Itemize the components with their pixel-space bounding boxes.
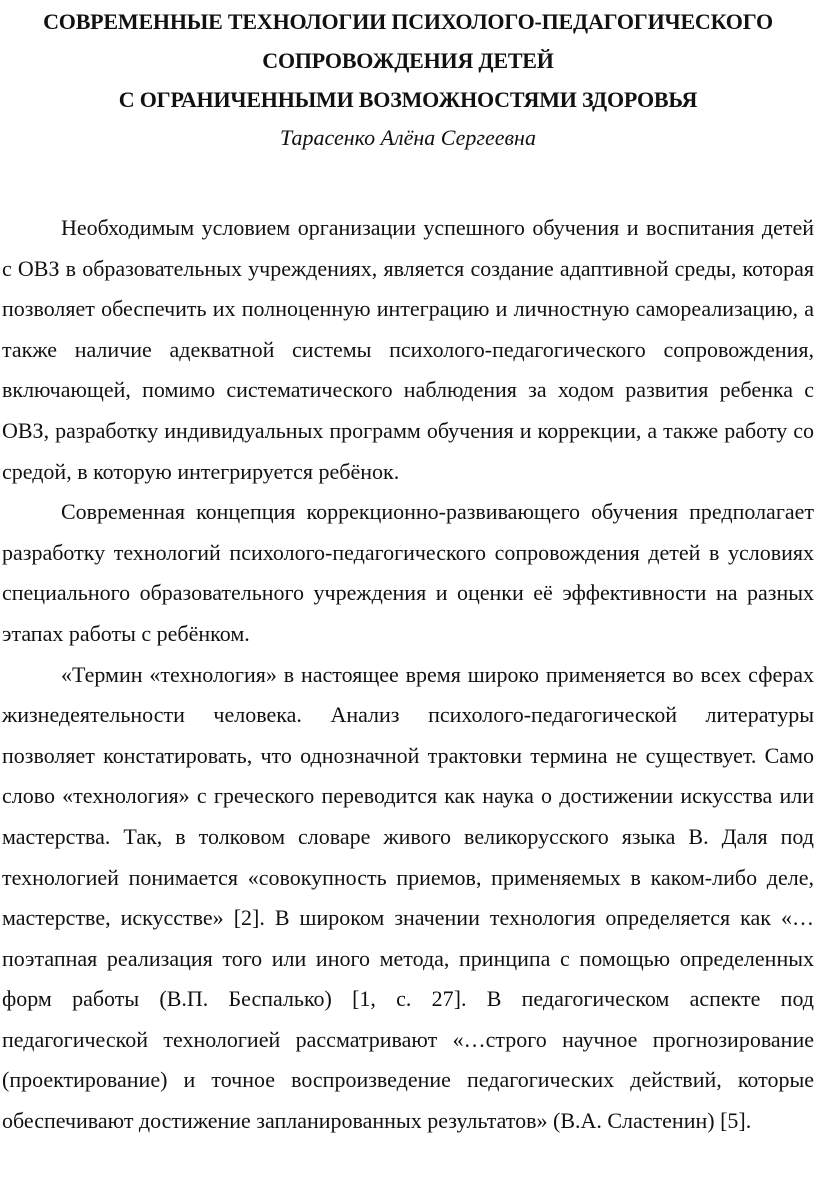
- title-line-2: СОПРОВОЖДЕНИЯ ДЕТЕЙ: [262, 48, 554, 73]
- paragraph-3: «Термин «технология» в настоящее время широко применяется во всех сферах жизнедеятельности человека. Анализ психолого-педагогической литературы позволяет констатировать, что однозначной трактовки термина не существует. Само слово «технология» с греческого переводится как наука о достижении искусства или мастерства. Так, в толковом словаре живого великорусского языка В. Даля под технологией понимается «совокупность приемов, применяемых в каком-либо деле, мастерстве, искусстве» [2]. В широком значении технология определяется как «…поэтапная реализация того или иного метода, принципа с помощью определенных форм работы (В.П. Беспалько) [1, с. 27]. В педагогическом аспекте под педагогической технологией рассматривают «…строго научное прогнозирование (проектирование) и точное воспроизведение педагогических действий, которые обеспечивают достижение запланированных результатов» (В.А. Сластенин) [5].: [2, 661, 814, 1134]
- title-line-1: СОВРЕМЕННЫЕ ТЕХНОЛОГИИ ПСИХОЛОГО-ПЕДАГОГИЧЕСКОГО: [43, 9, 773, 34]
- document-body: [2, 208, 814, 1142]
- paragraph-1: Необходимым условием организации успешного обучения и воспитания детей с ОВЗ в образовательных учреждениях, является создание адаптивной среды, которая позволяет обеспечить их полноценную интеграцию и личностную самореализацию, а также наличие адекватной системы психолого-педагогического сопровождения, включающей, помимо систематического наблюдения за ходом развития ребенка с ОВЗ, разработку индивидуальных программ обучения и коррекции, а также работу со средой, в которую интегрируется ребёнок.: [2, 215, 814, 484]
- author-name: Тарасенко Алёна Сергеевна: [280, 125, 536, 150]
- paragraph-2: Современная концепция коррекционно-развивающего обучения предполагает разработку технологий психолого-педагогического сопровождения детей в условиях специального образовательного учреждения и оценки её эффективности на разных этапах работы с ребёнком.: [2, 499, 814, 646]
- document-title: [2, 0, 814, 119]
- title-line-3: С ОГРАНИЧЕННЫМИ ВОЗМОЖНОСТЯМИ ЗДОРОВЬЯ: [118, 87, 698, 112]
